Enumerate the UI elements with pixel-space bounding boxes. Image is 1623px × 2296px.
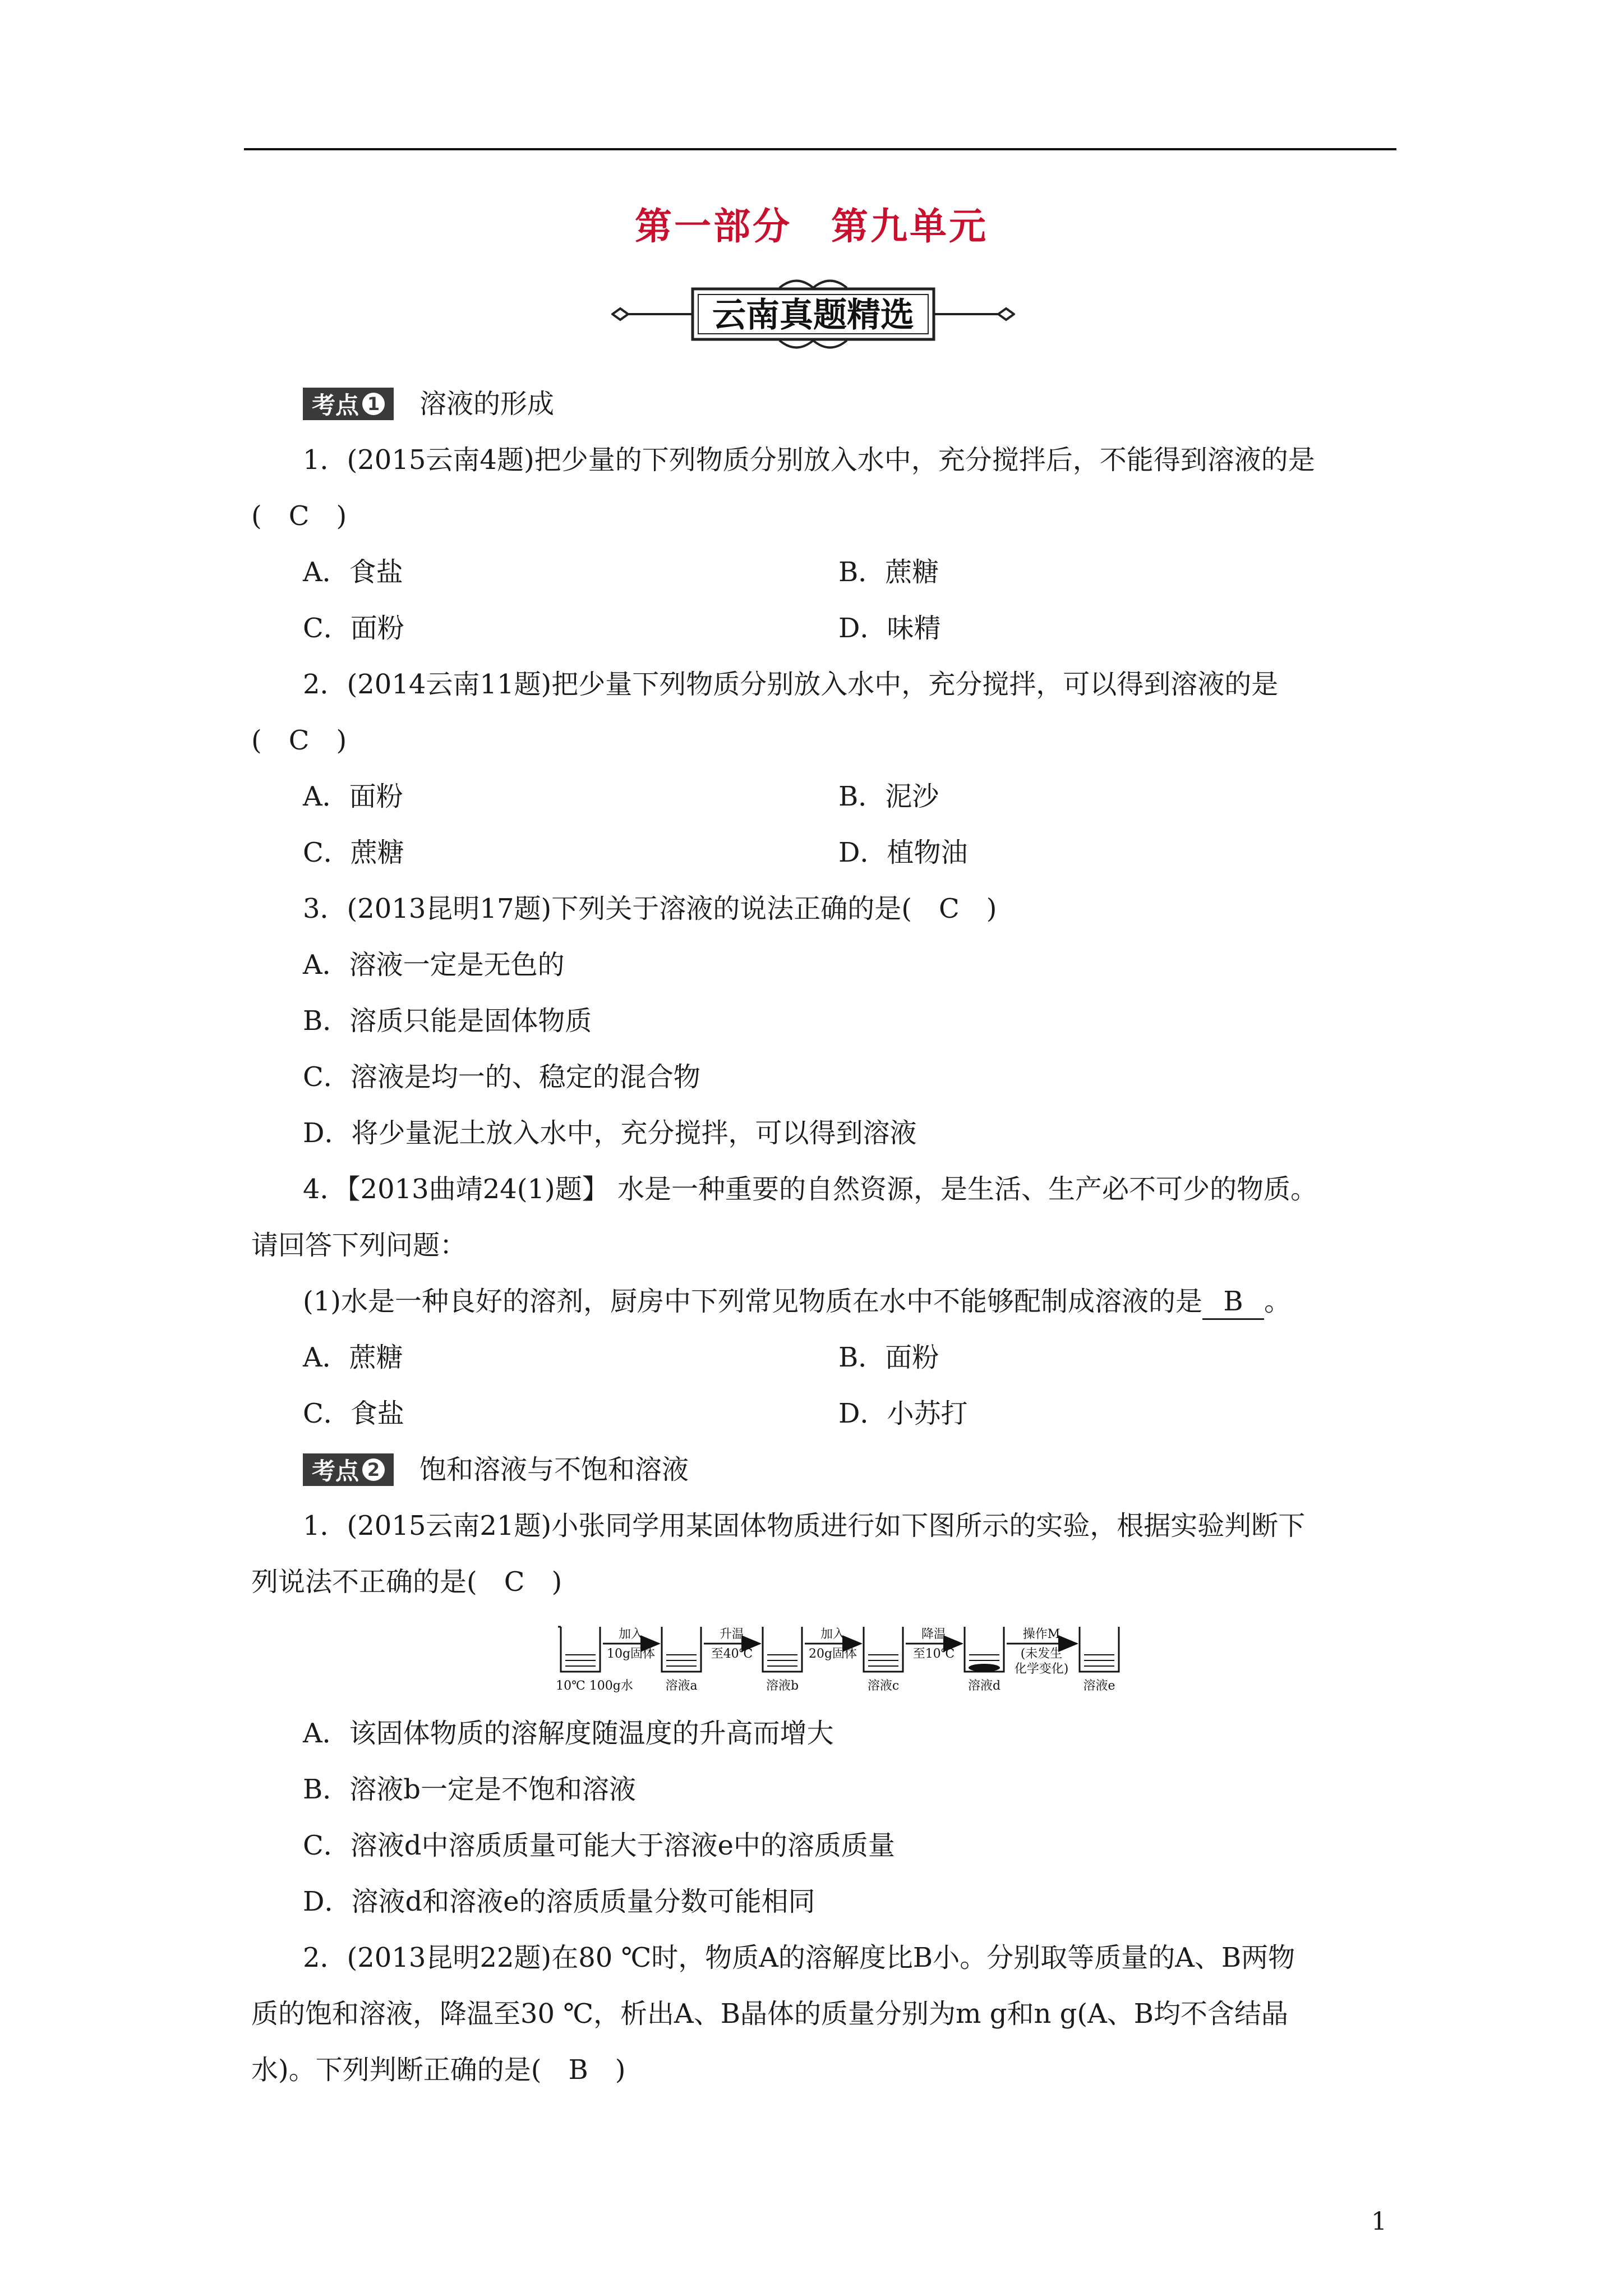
option-a: A．蔗糖 bbox=[303, 1342, 403, 1373]
question-text: (1)水是一种良好的溶剂，厨房中下列常见物质在水中不能够配制成溶液的是 B 。 bbox=[303, 1285, 1291, 1320]
question-text: 2．(2013昆明22题)在80 ℃时，物质A的溶解度比B小。分别取等质量的A、B两物 bbox=[303, 1942, 1295, 1973]
arrow-3-bottom: 20g固体 bbox=[808, 1647, 857, 1661]
start-label: 10℃ 100g水 bbox=[556, 1679, 633, 1693]
option-a: A．溶液一定是无色的 bbox=[303, 949, 565, 981]
arrow-5-top: 操作M bbox=[1022, 1627, 1061, 1641]
page-number: 1 bbox=[1371, 2207, 1387, 2236]
label-d: 溶液d bbox=[967, 1679, 1001, 1693]
beaker-b bbox=[763, 1627, 802, 1672]
option-c: C．面粉 bbox=[303, 613, 404, 644]
answer: C bbox=[288, 725, 310, 756]
option-d: D．味精 bbox=[838, 613, 941, 644]
option-b: B．泥沙 bbox=[838, 781, 939, 812]
question-text: 3．(2013昆明17题)下列关于溶液的说法正确的是( C ) bbox=[303, 893, 997, 924]
label-b: 溶液b bbox=[766, 1679, 799, 1693]
option-c: C．食盐 bbox=[303, 1398, 404, 1429]
label-a: 溶液a bbox=[665, 1679, 698, 1693]
option-b: B．溶质只能是固体物质 bbox=[303, 1005, 592, 1037]
arrow-3-top: 加入 bbox=[820, 1627, 846, 1641]
option-c: C．溶液是均一的、稳定的混合物 bbox=[303, 1061, 700, 1093]
option-a: A．面粉 bbox=[303, 781, 403, 812]
section-1-heading: 考点 1 溶液的形成 bbox=[303, 387, 554, 421]
label-c: 溶液c bbox=[867, 1679, 900, 1693]
beaker-a bbox=[662, 1627, 701, 1672]
beaker-e bbox=[1080, 1627, 1119, 1672]
question-text: 1．(2015云南21题)小张同学用某固体物质进行如下图所示的实验，根据实验判断下 bbox=[303, 1510, 1306, 1542]
question-text: 1．(2015云南4题)把少量的下列物质分别放入水中，充分搅拌后，不能得到溶液的是 bbox=[303, 444, 1315, 476]
option-b: B．蔗糖 bbox=[838, 556, 939, 588]
option-a: A．该固体物质的溶解度随温度的升高而增大 bbox=[303, 1718, 834, 1749]
option-b: B．面粉 bbox=[838, 1342, 939, 1373]
experiment-diagram bbox=[555, 1616, 1144, 1700]
answer: C bbox=[288, 500, 310, 532]
section-badge: 考点 1 bbox=[303, 388, 394, 420]
answer-paren: ( C ) bbox=[251, 725, 347, 756]
question-text: 列说法不正确的是( C ) bbox=[251, 1566, 562, 1598]
arrow-2-top: 升温 bbox=[719, 1627, 745, 1641]
option-d: D．将少量泥土放入水中，充分搅拌，可以得到溶液 bbox=[303, 1117, 917, 1149]
question-text: 水)。下列判断正确的是( B ) bbox=[251, 2054, 626, 2086]
page-title: 第一部分 第九单元 bbox=[635, 204, 988, 248]
answer: C bbox=[938, 893, 960, 924]
arrow-4-top: 降温 bbox=[921, 1627, 947, 1641]
answer-blank: B bbox=[1202, 1285, 1264, 1320]
option-b: B．溶液b一定是不饱和溶液 bbox=[303, 1774, 637, 1805]
beaker-start bbox=[558, 1627, 600, 1672]
arrow-1-top: 加入 bbox=[618, 1627, 644, 1641]
option-d: D．小苏打 bbox=[838, 1398, 968, 1429]
banner-text: 云南真题精选 bbox=[712, 296, 914, 335]
answer: B bbox=[568, 2054, 588, 2086]
banner bbox=[611, 269, 1015, 359]
question-text: 质的饱和溶液，降温至30 ℃，析出A、B晶体的质量分别为m g和n g(A、B均不含结晶 bbox=[251, 1998, 1289, 2030]
label-e: 溶液e bbox=[1083, 1679, 1115, 1693]
section-2-heading: 考点 2 饱和溶液与不饱和溶液 bbox=[303, 1453, 689, 1487]
question-text: 请回答下列问题： bbox=[251, 1230, 467, 1261]
option-a: A．食盐 bbox=[303, 556, 403, 588]
answer: C bbox=[504, 1566, 525, 1598]
arrow-2-bottom: 至40℃ bbox=[711, 1647, 753, 1661]
option-d: D．植物油 bbox=[838, 837, 968, 868]
beaker-d bbox=[965, 1627, 1004, 1672]
arrow-5-bottom2: 化学变化) bbox=[1014, 1662, 1069, 1676]
option-d: D．溶液d和溶液e的溶质质量分数可能相同 bbox=[303, 1886, 815, 1917]
beaker-c bbox=[864, 1627, 903, 1672]
arrow-1-bottom: 10g固体 bbox=[606, 1647, 656, 1661]
header-rule bbox=[244, 148, 1396, 150]
section-badge: 考点 2 bbox=[303, 1453, 394, 1486]
arrow-5-bottom: (未发生 bbox=[1020, 1647, 1063, 1661]
option-c: C．溶液d中溶质质量可能大于溶液e中的溶质质量 bbox=[303, 1830, 895, 1861]
arrow-4-bottom: 至10℃ bbox=[912, 1647, 955, 1661]
question-text: 2．(2014云南11题)把少量下列物质分别放入水中，充分搅拌，可以得到溶液的是 bbox=[303, 669, 1279, 700]
question-text: 4．【2013曲靖24(1)题】 水是一种重要的自然资源，是生活、生产必不可少的物质。 bbox=[303, 1174, 1318, 1205]
option-c: C．蔗糖 bbox=[303, 837, 404, 868]
answer-paren: ( C ) bbox=[251, 500, 347, 532]
